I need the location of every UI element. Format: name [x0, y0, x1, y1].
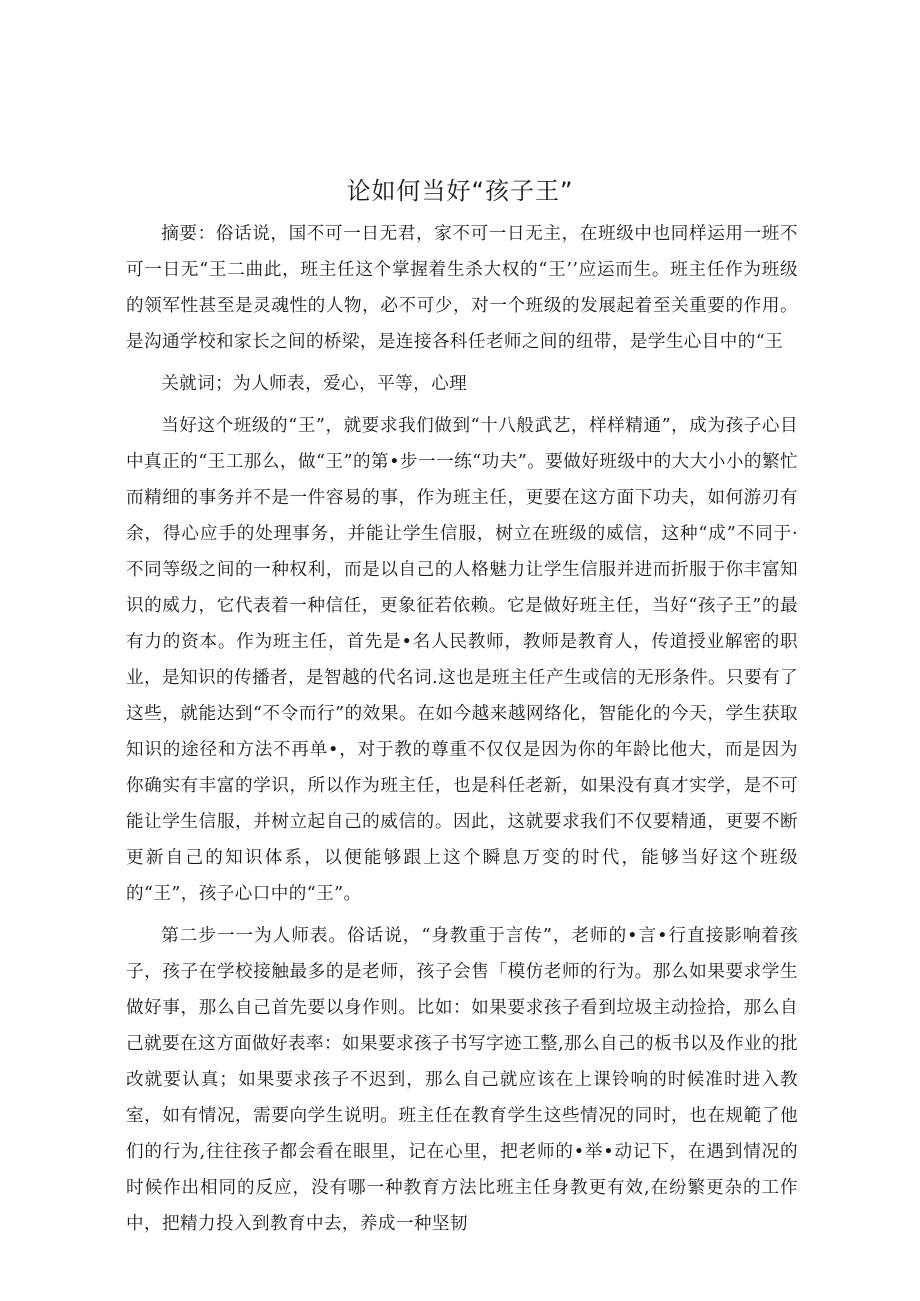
document-body: [126, 216, 798, 1242]
body-paragraph-1: 当好这个班级的“王”，就要求我们做到“十八般武艺，样样精通”，成为孩子心目中真正的“王工那么，做“王”的第•步一一练“功夫”。要做好班级中的大大小小的繁忙而精细的事务并不是一件容易的事，作为班主任，更要在这方面下功夫，如何游刃有余，得心应手的处理事务，并能让学生信服，树立在班级的威信，这种“成”不同于·不同等级之间的一种权利，而是以自己的人格魅力让学生信服并进而折服于你丰富知识的威力，它代表着一种信任，更象征若依赖。它是做好班主任，当好“孩子王”的最有力的资本。作为班主任，首先是•名人民教师，教师是教育人，传道授业解密的职业，是知识的传播者，是智越的代名词.这也是班主任产生或信的无形条件。只要有了这些，就能达到“不令而行”的效果。在如今越来越网络化，智能化的今天，学生获取知识的途径和方法不再单•，对于教的尊重不仅仅是因为你的年龄比他大，而是因为你确实有丰富的学识，所以作为班主任，也是科任老新，如果没有真才实学，是不可能让学生信服，并树立起自己的威信的。因此，这就要求我们不仅要精通，更要不断更新自己的知识体系，以便能够跟上这个瞬息万变的时代，能够当好这个班级的“王”，孩子心口中的“王”。: [126, 416, 798, 904]
abstract-paragraph: 摘要：俗话说，国不可一日无君，家不可一日无主，在班级中也同样运用一班不可一日无“王二曲此，班主任这个掌握着生杀大权的“王’’应运而生。班主任作为班级的领军性甚至是灵魂性的人物，必不可少，对一个班级的发展起着至关重要的作用。是沟通学校和家长之间的桥梁，是连接各科任老师之间的纽带，是学生心目中的“王: [126, 224, 798, 352]
keywords-paragraph: 关就词；为人师表，爱心，平等，心理: [161, 374, 468, 394]
document-title: 论如何当好“孩子王”: [346, 177, 574, 205]
body-paragraph-2: 第二步一一为人师表。俗话说，“身教重于言传”，老师的•言•行直接影响着孩子，孩子在学校接触最多的是老师，孩子会售「模仿老师的行为。那么如果要求学生做好事，那么自己首先要以身作则。比如：如果要求孩子看到垃圾主动捡拾，那么自己就要在这方面做好表率：如果要求孩子书写字迹工整,那么自己的板书以及作业的批改就要认真；如果要求孩子不迟到，那么自己就应该在上课铃响的时候准时进入教室，如有情况，需要向学生说明。班主任在教育学生这些情况的同时，也在规範了他们的行为,往往孩子都会看在眼里，记在心里，把老师的•举•动记下，在遇到情况的时候作出相同的反应，没有哪一种教育方法比班主任身教更有效,在纷繁更杂的工作中，把精力投入到教育中去，养成一种坚韧: [126, 926, 798, 1234]
